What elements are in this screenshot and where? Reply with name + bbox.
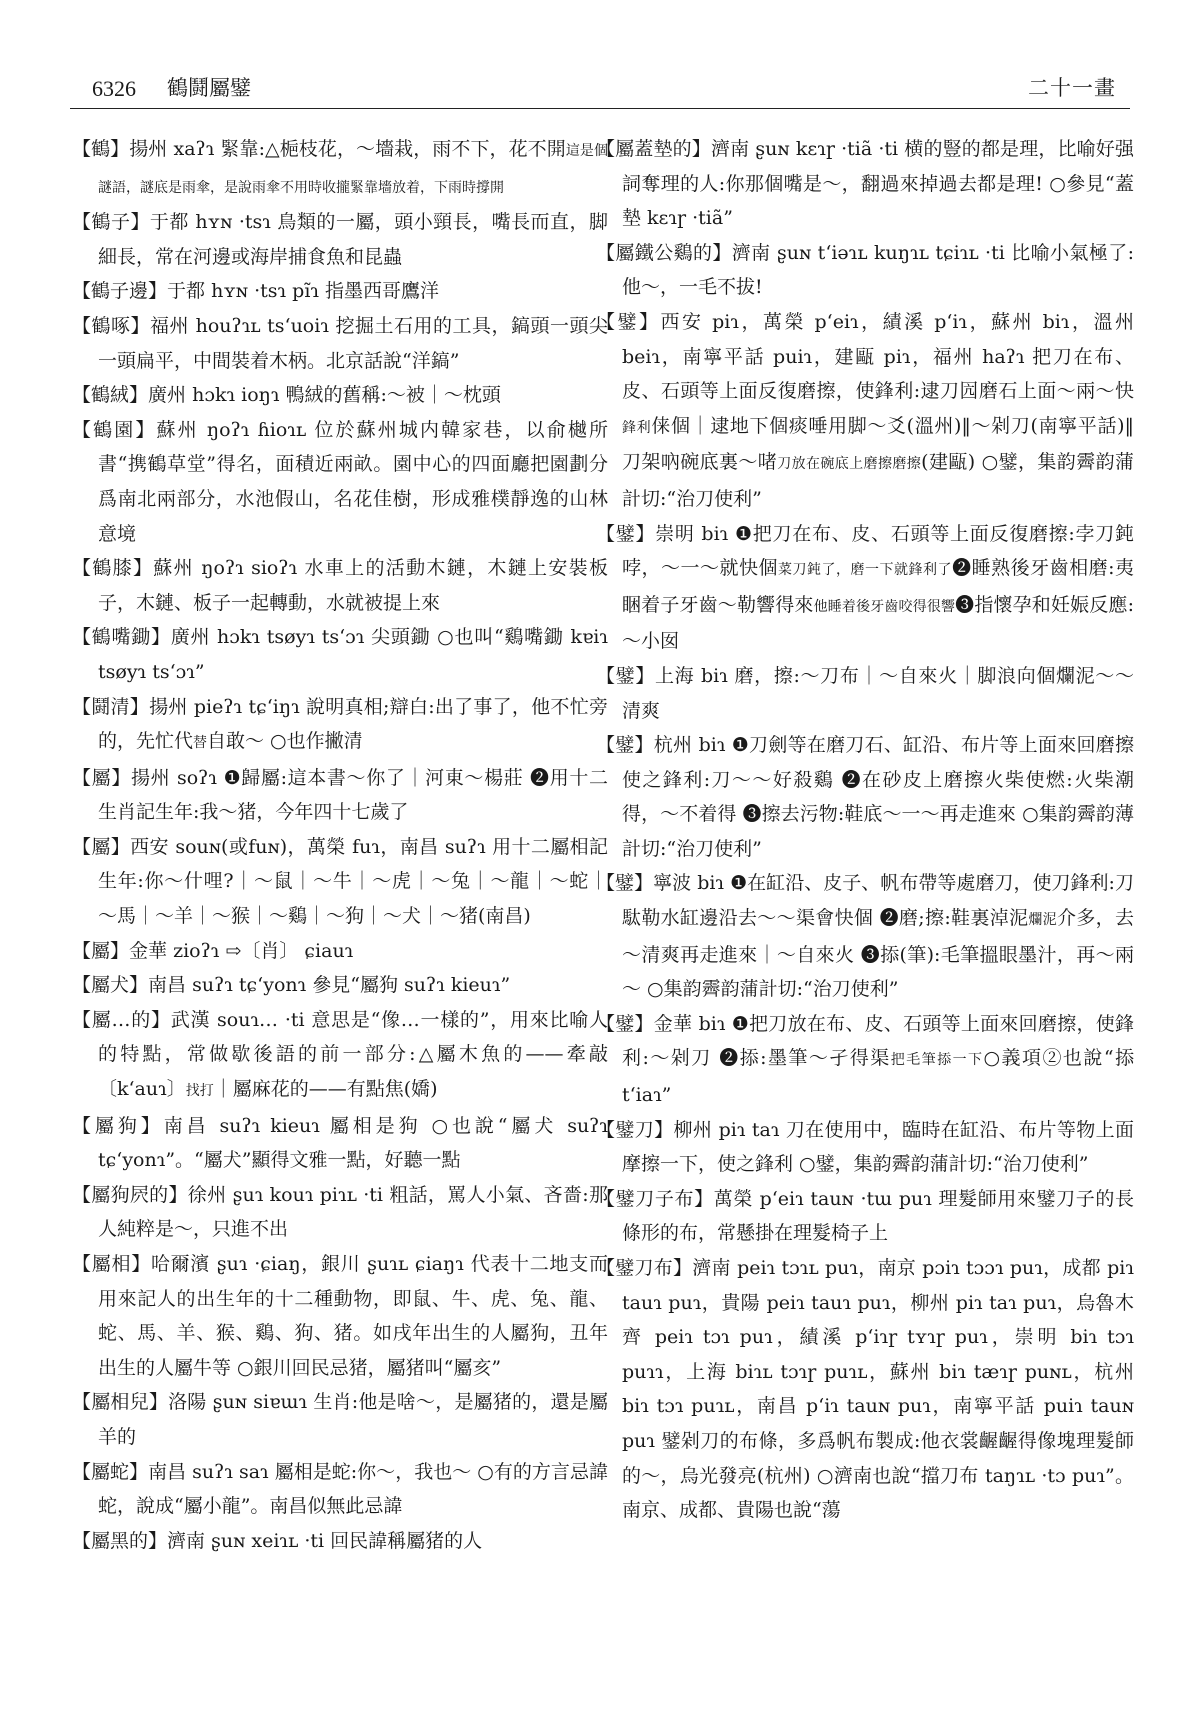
- page-header: [70, 58, 1130, 109]
- dictionary-entry: [72, 830, 608, 934]
- entry-text: ❸指懷孕和妊娠反應:～小囡: [622, 593, 1134, 653]
- dictionary-entry: [72, 551, 608, 620]
- dictionary-entry: [72, 274, 608, 309]
- entry-text: 南昌 suʔɿ kieuɿ 屬相是狗 ○也說“屬犬 suʔɿ tɕʻyonɿ”。“屬犬”顯得文雅一點，好聽一點: [98, 1114, 608, 1172]
- entry-text: 上海 biɿ 磨，擦:～刀布｜～自來火｜脚浪向個爛泥～～清爽: [622, 664, 1134, 722]
- entry-text: 柳州 piɿ taɿ 刀在使用中，臨時在缸沿、布片等物上面摩擦一下，使之鋒利 ○鐾，集韵霽韵蒲計切:“治刀使利”: [622, 1118, 1134, 1176]
- entry-gloss: 把毛筆掭一下: [890, 1052, 984, 1069]
- entry-text: 洛陽 ʂuɴ siɐɯɿ 生肖:他是啥～，是屬猪的，還是屬羊的: [98, 1391, 608, 1448]
- dictionary-entry: [72, 132, 608, 205]
- entry-text: 南昌 suʔɿ tɕʻyonɿ 參見“屬狗 suʔɿ kieuɿ”: [148, 974, 511, 997]
- entry-text: (建甌) ○鐾，集韵霽韵蒲計切:“治刀使利”: [622, 451, 1134, 510]
- entry-text: 俫個｜逮地下個痰唾用脚～爻(溫州)‖～剁刀(南寧平話)‖刀架吶碗底裏～啫: [622, 414, 1135, 474]
- entry-headword: 【 鐾 】: [596, 665, 655, 687]
- entry-text: ○義項②也說“掭 tʻiaɿ”: [622, 1047, 1135, 1107]
- entry-headword: 【 屬 】: [72, 836, 130, 858]
- dictionary-entry: [72, 761, 608, 830]
- entry-text: 南昌 suʔɿ saɿ 屬相是蛇:你～，我也～ ○有的方言忌諱蛇，說成“屬小龍”。南昌似無此忌諱: [98, 1460, 608, 1518]
- entry-headword: 【 鐾 】: [596, 523, 655, 545]
- dictionary-entry: [596, 517, 1134, 659]
- entry-text: ❷睡熟後牙齒相磨:夷睏着子牙齒～勒響得來: [622, 557, 1135, 616]
- entry-gloss: 替: [193, 735, 208, 752]
- entry-headword: 【 屬黑的 】: [72, 1530, 167, 1552]
- entry-headword: 【 鶴 】: [72, 138, 129, 160]
- entry-headword: 【 鐾刀子布 】: [596, 1188, 714, 1210]
- right-column: [596, 132, 1134, 1528]
- dictionary-entry: [72, 1178, 608, 1247]
- page-title: 鶴鬪屬鐾: [167, 76, 251, 100]
- dictionary-entry: [72, 968, 608, 1003]
- entry-headword: 【 屬鐵公鷄的 】: [596, 242, 732, 264]
- dictionary-entry: [72, 620, 608, 689]
- entry-headword: 【 鶴嘴鋤 】: [72, 626, 171, 648]
- entry-text: 揚州 pieʔɿ tɕʻiŋɿ 說明真相;辯白:出了事了，他不忙旁的，先忙代: [98, 695, 608, 753]
- entry-headword: 【 鶴園 】: [72, 419, 157, 441]
- entry-headword: 【 屬犬 】: [72, 974, 148, 996]
- entry-headword: 【 鬪清 】: [72, 696, 149, 718]
- entry-text: 福州 houʔɿʟ tsʻuoiɿ 挖掘土石用的工具，鎬頭一頭尖一頭扁平，中間裝着木柄。北京話說“洋鎬”: [98, 314, 608, 372]
- entry-headword: 【 鐾刀布 】: [596, 1257, 692, 1279]
- entry-gloss: 刀放在碗底上磨擦磨擦: [777, 456, 922, 473]
- entry-headword: 【 鐾 】: [596, 872, 653, 894]
- entry-gloss: 爛泥: [1028, 912, 1058, 929]
- entry-text: 廣州 hɔkɿ tsøyɿ tsʻɔɿ 尖頭鋤 ○也叫“鷄嘴鋤 kɐiɿ tsøyɿ tsʻɔɿ”: [98, 626, 608, 683]
- dictionary-entry: [596, 1251, 1134, 1528]
- dictionary-entry: [72, 1524, 608, 1559]
- entry-text: 哈爾濱 ʂuɿ ·ɕiaŋ，銀川 ʂuɿʟ ɕiaŋɿ 代表十二地支而用來記人的出生年的十二種動物，即鼠、牛、虎、兔、龍、蛇、馬、羊、猴、鷄、狗、猪。如戌年出生的人屬狗，丑年出生的人屬牛等 ○銀川回民忌猪，屬猪叫“屬亥”: [98, 1253, 608, 1379]
- dictionary-entry: [72, 309, 608, 378]
- dictionary-entry: [72, 1385, 608, 1454]
- page-number: 6326: [92, 76, 136, 101]
- dictionary-entry: [596, 866, 1134, 1006]
- left-column: [72, 132, 608, 1558]
- dictionary-entry: [72, 690, 608, 761]
- entry-text: 徐州 ʂuɿ kouɿ piɿʟ ·ti 粗話，罵人小氣、吝嗇:那人純粹是～，只進不出: [98, 1183, 608, 1241]
- entry-text: ｜屬麻花的——有點焦(嬌): [213, 1078, 438, 1101]
- dictionary-entry: [72, 205, 608, 274]
- entry-headword: 【 鐾 】: [596, 734, 654, 756]
- entry-gloss: 他睡着後牙齒咬得很響: [813, 598, 956, 615]
- entry-text: 杭州 biɿ ❶刀劍等在磨刀石、缸沿、布片等上面來回磨擦使之鋒利:刀～～好殺鷄 ❷在砂皮上磨擦火柴使燃:火柴潮得，～不着得 ❸擦去污物:鞋底～一～再走進來 ○集韵霽韵薄計切:“治刀使利”: [622, 734, 1134, 860]
- entry-headword: 【 鐾刀 】: [596, 1119, 673, 1141]
- entry-text: 廣州 hɔkɿ ioŋɿ 鴨絨的舊稱:～被｜～枕頭: [148, 384, 501, 407]
- dictionary-entry: [72, 1247, 608, 1385]
- entry-headword: 【 鐾 】: [596, 1013, 654, 1035]
- entry-headword: 【 鶴子邊 】: [72, 280, 167, 302]
- entry-headword: 【 屬…的 】: [72, 1009, 171, 1031]
- entry-headword: 【 鶴絨 】: [72, 384, 148, 406]
- entry-text: 崇明 biɿ ❶把刀在布、皮、石頭等上面反復磨擦:孛刀鈍哱，～一～就快個: [622, 522, 1134, 580]
- entry-text: 寧波 biɿ ❶在缸沿、皮子、帆布帶等處磨刀，使刀鋒利:刀駄勒水缸邊沿去～～渠會快個 ❷磨;擦:鞋裏淖泥: [622, 872, 1134, 930]
- entry-text: 自敢～ ○也作撇清: [207, 730, 363, 753]
- entry-text: 揚州 xaʔɿ 緊靠:△梔枝花，～墻栽，雨不下，花不開: [129, 138, 566, 160]
- entry-headword: 【 屬 】: [72, 767, 131, 789]
- entry-headword: 【 屬相兒 】: [72, 1391, 168, 1413]
- entry-headword: 【 鐾 】: [596, 311, 661, 333]
- dictionary-entry: [72, 1003, 608, 1109]
- entry-note: 這是個謎語，謎底是雨傘，是說雨傘不用時收攏緊靠墻放着，下雨時撐開: [98, 143, 608, 196]
- entry-headword: 【 屬狗屄的 】: [72, 1184, 188, 1206]
- dictionary-entry: [596, 728, 1134, 866]
- entry-text: 西安 piɿ，萬榮 pʻeiɿ，績溪 pʻiɿ，蘇州 biɿ，溫州 beiɿ，南寧平話 puiɿ，建甌 piɿ，福州 haʔɿ 把刀在布、皮、石頭等上面反復磨擦，使鋒利:逮刀囥磨石上面～兩～快: [622, 310, 1134, 403]
- entry-text: 蘇州 ŋoʔɿ sioʔɿ 水車上的活動木鏈，木鏈上安裝板子，木鏈、板子一起轉動，水就被提上來: [98, 557, 608, 614]
- entry-headword: 【 鶴膝 】: [72, 557, 153, 579]
- dictionary-entry: [596, 1182, 1134, 1251]
- entry-headword: 【 屬蛇 】: [72, 1461, 148, 1483]
- entry-headword: 【 屬 】: [72, 940, 129, 962]
- entry-text: 濟南 ʂuɴ kɛɿɼ ·tiã ·ti 横的豎的都是理，比喻好强詞奪理的人:你那個嘴是～，翻過來掉過去都是理! ○參見“蓋墊 kɛɿɼ ·tiã”: [622, 138, 1134, 230]
- entry-text: 萬榮 pʻeiɿ tauɴ ·tɯ puɿ 理髮師用來鐾刀子的長條形的布，常懸掛在理髮椅子上: [622, 1187, 1134, 1245]
- entry-gloss: 找打: [185, 1083, 214, 1100]
- dictionary-entry: [596, 305, 1134, 517]
- dictionary-entry: [596, 236, 1134, 305]
- dictionary-entry: [596, 1007, 1134, 1113]
- dictionary-entry: [72, 413, 608, 551]
- entry-text: 于都 hʏɴ ·tsɿ pĩɿ 指墨西哥鷹洋: [167, 280, 440, 303]
- entry-text: 濟南 peiɿ tɔɿʟ puɿ，南京 pɔiɿ tɔɔɿ puɿ，成都 piɿ tauɿ puɿ，貴陽 peiɿ tauɿ puɿ，柳州 piɿ taɿ puɿ，烏魯木齊 peiɿ tɔɿ puɿ，績溪 pʻiɿɼ tʏɿɼ puɿ，崇明 biɿ tɔɿ puɿɿ，上海 biɿʟ tɔɿɼ puɿʟ，蘇州 biɿ tæɿɼ puɴʟ，杭州 biɿ tɔɿ puɿʟ，南昌 pʻiɿ tauɴ puɿ，南寧平話 puiɿ tauɴ puɿ 鐾剁刀的布條，多爲帆布製成:他衣裳齷齷得像塊理髮師的～，烏光發亮(杭州) ○濟南也說“擋刀布 taŋɿʟ ·tɔ puɿ”。南京、成都、貴陽也說“蕩: [622, 1257, 1134, 1522]
- entry-text: 介多，去～清爽再走進來｜～自來火 ❸掭(筆):毛筆搵眼墨汁，再～兩～ ○集韵霽韵蒲計切:“治刀使利”: [622, 907, 1134, 1001]
- entry-text: 武漢 souɿ… ·ti 意思是“像…一樣的”，用來比喻人的特點，常做歇後語的前一部分:△屬木魚的——牽敲〔kʻauɿ〕: [98, 1008, 608, 1101]
- entry-gloss: 菜刀鈍了，磨一下就鋒利了: [778, 562, 953, 579]
- dictionary-entry: [72, 934, 608, 969]
- entry-text: 金華 zioʔɿ ⇨〔肖〕 ɕiauɿ: [129, 939, 354, 962]
- entry-headword: 【 屬蓋墊的 】: [596, 138, 711, 160]
- dictionary-entry: [72, 1455, 608, 1524]
- entry-headword: 【 屬狗 】: [72, 1115, 164, 1137]
- dictionary-entry: [596, 132, 1134, 236]
- entry-text: 濟南 ʂuɴ xeiɿʟ ·ti 回民諱稱屬猪的人: [167, 1529, 483, 1552]
- entry-text: 于都 hʏɴ ·tsɿ 鳥類的一屬，頭小頸長，嘴長而直，脚細長，常在河邊或海岸捕食魚和昆蟲: [98, 211, 608, 268]
- entry-text: 揚州 soʔɿ ❶歸屬:這本書～你了｜河東～楊莊 ❷用十二生肖記生年:我～猪，今年四十七歲了: [98, 766, 608, 824]
- entry-text: 蘇州 ŋoʔɿ ɦioɿʟ 位於蘇州城内韓家巷，以俞樾所書“携鶴草堂”得名，面積近兩畝。園中心的四面廳把園劃分爲南北兩部分，水池假山，名花佳樹，形成雅樸靜逸的山林意境: [98, 418, 608, 545]
- dictionary-entry: [596, 659, 1134, 728]
- entry-headword: 【 鶴子 】: [72, 211, 150, 233]
- entry-text: 金華 biɿ ❶把刀放在布、皮、石頭等上面來回磨擦，使鋒利:～剁刀 ❷掭:墨筆～孑得渠: [622, 1012, 1134, 1070]
- entry-text: 濟南 ʂuɴ tʻiəɿʟ kuŋɿʟ tɕiɿʟ ·ti 比喻小氣極了:他～，一毛不拔!: [622, 241, 1134, 299]
- entry-gloss: 鋒利: [622, 419, 652, 436]
- section-label: 二十一畫: [1028, 76, 1116, 100]
- dictionary-entry: [596, 1113, 1134, 1182]
- dictionary-entry: [72, 378, 608, 413]
- entry-headword: 【 鶴啄 】: [72, 315, 150, 337]
- entry-text: 西安 souɴ(或fuɴ)，萬榮 fuɿ，南昌 suʔɿ 用十二屬相記生年:你～什哩?｜～鼠｜～牛｜～虎｜～兔｜～龍｜～蛇｜～馬｜～羊｜～猴｜～鷄｜～狗｜～犬｜～猪(南昌): [98, 835, 608, 928]
- entry-headword: 【 屬相 】: [72, 1253, 151, 1275]
- dictionary-entry: [72, 1109, 608, 1178]
